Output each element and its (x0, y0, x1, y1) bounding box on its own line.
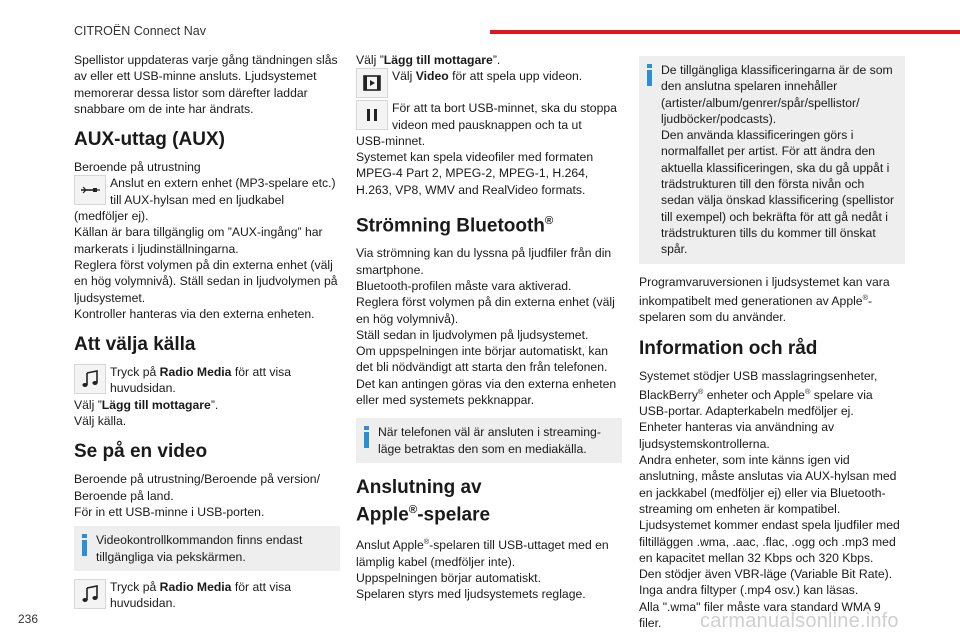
bluetooth-note: När telefonen väl är ansluten i streaming-läge betraktas den som en mediakälla. (356, 418, 622, 463)
info-icon (647, 64, 652, 86)
header-title: CITROËN Connect Nav (74, 24, 206, 38)
video-heading: Se på en video (74, 441, 208, 463)
column-1 (74, 52, 340, 611)
bluetooth-text: Bluetooth-profilen måste vara aktiverad. (356, 279, 572, 293)
video-note: Videokontrollkommandon finns endast tillgängliga via pekskärmen. (74, 526, 340, 571)
info-text: Ljudsystemet kommer endast spela ljudfiler med filtilläggen .wma, .aac, .flac, .ogg och .mp3 med en kapacitet mellan 32 Kbps och 320 Kbps. (639, 518, 900, 565)
watermark: carmanualsonline.info (700, 610, 899, 632)
aux-text: Reglera först volymen på din externa enhet (välj en hög volymnivå). Ställ sedan in ljudvolymen på ljudsystemet. (74, 257, 338, 305)
film-icon (356, 68, 388, 98)
info-icon (364, 426, 369, 448)
bluetooth-text: Det kan antingen göras via den externa enheten eller med systemets pekknappar. (356, 376, 617, 408)
apple-heading: Anslutning av Apple®-spelare (356, 476, 491, 526)
aux-instruction (74, 175, 340, 208)
source-heading: Att välja källa (74, 334, 196, 356)
aux-cable-icon (74, 175, 106, 205)
music-note-icon (74, 364, 106, 394)
bluetooth-text: Om uppspelningen inte börjar automatiskt, kan det bli nödvändigt att starta den från telefonen. (356, 344, 609, 375)
video-play-instruction (356, 68, 622, 98)
aux-text: (medföljer ej). (74, 209, 149, 224)
apple-text: Spelaren styrs med ljudsystemets reglage. (356, 587, 586, 602)
video-text: Beroende på utrustning/Beroende på version/ Beroende på land. (74, 472, 320, 503)
music-note-icon (74, 579, 106, 609)
classification-note: De tillgängliga klassificeringarna är de som den anslutna spelaren innehåller (artister/album/genrer/spår/spellistor/ ljudböcker/podcasts). Den använda klassificeringen görs i normalfallet per artist. För att ändra den aktuella klassificeringen, ska du gå uppåt i trädstrukturen till den första nivån och sedan välja önskad klassificering (spellistor till exempel) och bekräfta för att gå nedåt i trädstrukturen tills du kommer till önskat spår. (639, 56, 905, 264)
bluetooth-text: Via strömning kan du lyssna på ljudfiler från din smartphone. (356, 246, 612, 277)
aux-heading: AUX-uttag (AUX) (74, 129, 225, 151)
aux-icon-text: Anslut en extern enhet (MP3-spelare etc.) till AUX-hylsan med en ljudkabel (110, 176, 336, 207)
source-text: Välj källa. (74, 414, 127, 429)
aux-text: Beroende på utrustning (74, 160, 201, 175)
apple-text: Uppspelningen börjar automatiskt. (356, 570, 541, 585)
info-heading: Information och råd (639, 337, 818, 359)
info-text: Enheter hanteras via användning av ljudsystemskontrollerna. (639, 420, 835, 451)
info-text: Den stödjer även VBR-läge (Variable Bit Rate). (639, 567, 893, 582)
bluetooth-text: Ställ sedan in ljudvolymen på ljudsystemet. (356, 327, 589, 342)
info-text: Andra enheter, som inte känns igen vid anslutning, måste anslutas via AUX-hylsan med en jackkabel (medföljer ej) eller via Bluetooth-streaming om enheten är kompatibel. (639, 453, 897, 516)
info-text: Alla ".wma" filer måste vara standard WMA 9 filer. (639, 599, 881, 631)
info-text: Inga andra filtyper (.mp4 osv.) kan läsas. (639, 583, 859, 598)
video-text: Välj ”Lägg till mottagare”. (356, 53, 501, 67)
intro-text: Spellistor uppdateras varje gång tändningen slås av eller ett USB-minne ansluts. Ljudsystemet memorerar dessa listor som därefter laddar snabbare om de inte har ändrats. (74, 53, 338, 116)
info-text: Systemet stödjer USB masslagringsenheter, BlackBerry® enheter och Apple® spelare via USB-portar. Adapterkabeln medföljer ej. (639, 368, 878, 419)
column-3 (639, 52, 905, 631)
compatibility-text: Programvaruversionen i ljudsystemet kan vara inkompatibelt med generationen av Apple®-spelaren som du använder. (639, 274, 890, 325)
video-play-text: Välj Video för att spela upp videon. (392, 69, 583, 84)
source-text: Välj ”Lägg till mottagare”. (74, 397, 219, 412)
video-formats-text: Systemet kan spela videofiler med formaten MPEG-4 Part 2, MPEG-2, MPEG-1, H.264, H.263, VP8, WMV and RealVideo formats. (356, 150, 594, 197)
video-text: USB-minnet. (356, 133, 426, 148)
aux-text: Källan är bara tillgänglig om ”AUX-ingång” har markerats i ljudinställningarna. (74, 225, 323, 256)
video-pause-text: För att ta bort USB-minnet, ska du stoppa videon med pausknappen och ta ut (392, 101, 617, 132)
video-pause-instruction (356, 100, 622, 133)
column-2 (356, 52, 622, 603)
page-number: 236 (18, 612, 39, 626)
apple-text: Anslut Apple®-spelaren till USB-uttaget med en lämplig kabel (medföljer inte). (356, 537, 609, 569)
pause-icon (356, 100, 388, 130)
aux-text: Kontroller hanteras via den externa enheten. (74, 306, 315, 321)
source-instruction (74, 364, 340, 397)
header-accent-bar (490, 30, 960, 34)
bluetooth-heading: Strömning Bluetooth® (356, 215, 554, 237)
video-instruction (74, 579, 340, 612)
info-icon (82, 534, 87, 556)
video-text: För in ett USB-minne i USB-porten. (74, 504, 265, 519)
video-icon-text: Tryck på Radio Media för att visa huvudsidan. (110, 579, 292, 611)
source-icon-text: Tryck på Radio Media för att visa huvudsidan. (110, 365, 292, 396)
bluetooth-text: Reglera först volymen på din externa enhet (välj en hög volymnivå). (356, 295, 615, 326)
